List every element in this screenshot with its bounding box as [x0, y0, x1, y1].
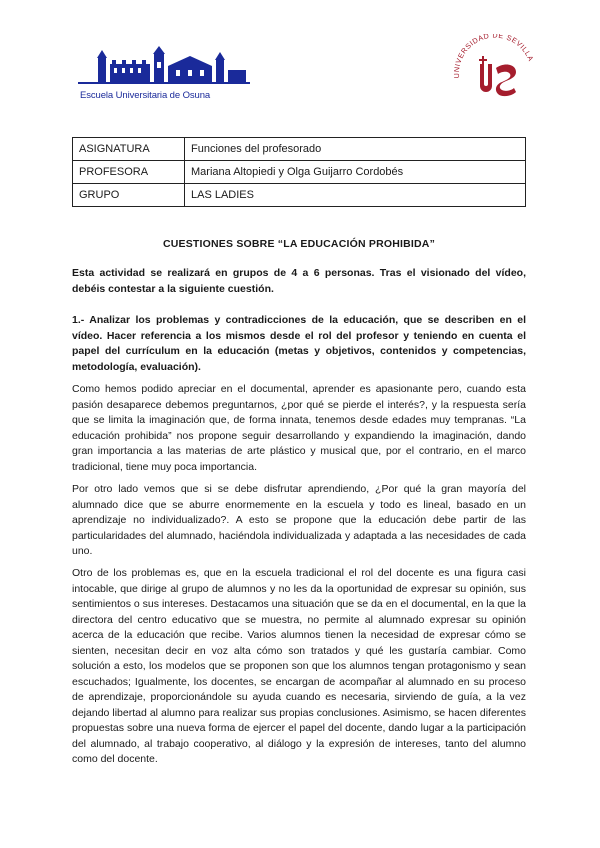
table-key: GRUPO	[73, 184, 185, 207]
table-value: LAS LADIES	[185, 184, 526, 207]
table-value: Funciones del profesorado	[185, 138, 526, 161]
table-key: PROFESORA	[73, 161, 185, 184]
answer-paragraph-3: Otro de los problemas es, que en la escuela tradicional el rol del docente es una figura casi intocable, que dirige al grupo de alumnos y no les da la oportunidad de expresar su opinión, sus sentimientos o sus intereses. Destacamos una situación que se da en el documental, en la que la directora del centro educativo que se muestra, no permite al alumnado expresar su opinión acerca de la educación que recibe. Varios alumnos tienen la necesidad de expresar cómo se sienten, necesitan decir en voz alta cómo son tratados y qué les gustaría cambiar. Como solución a esto, los modelos que se proponen son que los alumnos tengan protagonismo y sean escuchados; Igualmente, los docentes, se encargan de acompañar al alumnado en su proceso de aprendizaje, proporcionándole su ayuda cuando es necesaria, sirviendo de guía, a la vez dejando libertad al alumno para realizar sus propias conclusiones. Asimismo, se hacen diferentes propuestas sobre una nueva forma de ejercer el papel del docente, dando lugar a la participación del alumnado, al trabajo cooperativo, al diálogo y la expresión de intereses, tanto del alumno como del docente.	[72, 567, 526, 765]
school-name: Escuela Universitaria de Osuna	[80, 90, 211, 101]
svg-text:UNIVERSIDAD DE SEVILLA	[452, 34, 536, 79]
question-prompt: 1.- Analizar los problemas y contradicciones de la educación, que se describen en el vídeo. Hacer referencia a los mismos desde el rol del profesor y teniendo en cuenta el papel del currículum en la educación (metas y objetivos, contenidos y competencias, metodología, evaluación).	[72, 314, 526, 373]
table-row	[73, 184, 526, 207]
osuna-logo	[76, 46, 256, 104]
answer-paragraph-1: Como hemos podido apreciar en el documental, aprender es apasionante pero, cuando esta pasión desaparece debemos preguntarnos, ¿por qué se pierde el interés?, y la respuesta sería que se limita la imaginación que, de forma innata, tenemos desde edades muy tempranas. “La educación prohibida” nos propone seguir desarrollando y expandiendo la imaginación, dando gran importancia a las materias de arte plástico y musical que, por el contrario, en el marco tradicional, tiene muy poca importancia.	[72, 383, 526, 473]
table-value: Mariana Altopiedi y Olga Guijarro Cordobés	[185, 161, 526, 184]
osuna-building-icon	[76, 46, 256, 90]
university-arc-text: UNIVERSIDAD DE SEVILLA	[452, 34, 536, 79]
sevilla-seal-icon	[452, 34, 538, 106]
answer-paragraph-2: Por otro lado vemos que si se debe disfrutar aprendiendo, ¿Por qué la gran mayoría del alumnado dice que se aburre enormemente en la escuela y todo es lineal, basado en un aprendizaje no individualizado?. A esto se propone que la educación debe partir de las particularidades del alumnado, haciéndola individualizada y adaptada a las necesidades de cada uno.	[72, 483, 526, 557]
table-row	[73, 161, 526, 184]
table-key: ASIGNATURA	[73, 138, 185, 161]
course-info-table	[72, 137, 526, 207]
sevilla-logo	[452, 34, 538, 106]
document-title: CUESTIONES SOBRE “LA EDUCACIÓN PROHIBIDA”	[162, 238, 436, 250]
activity-intro: Esta actividad se realizará en grupos de 4 a 6 personas. Tras el visionado del vídeo, debéis contestar a la siguiente cuestión.	[72, 267, 526, 295]
table-row	[73, 138, 526, 161]
